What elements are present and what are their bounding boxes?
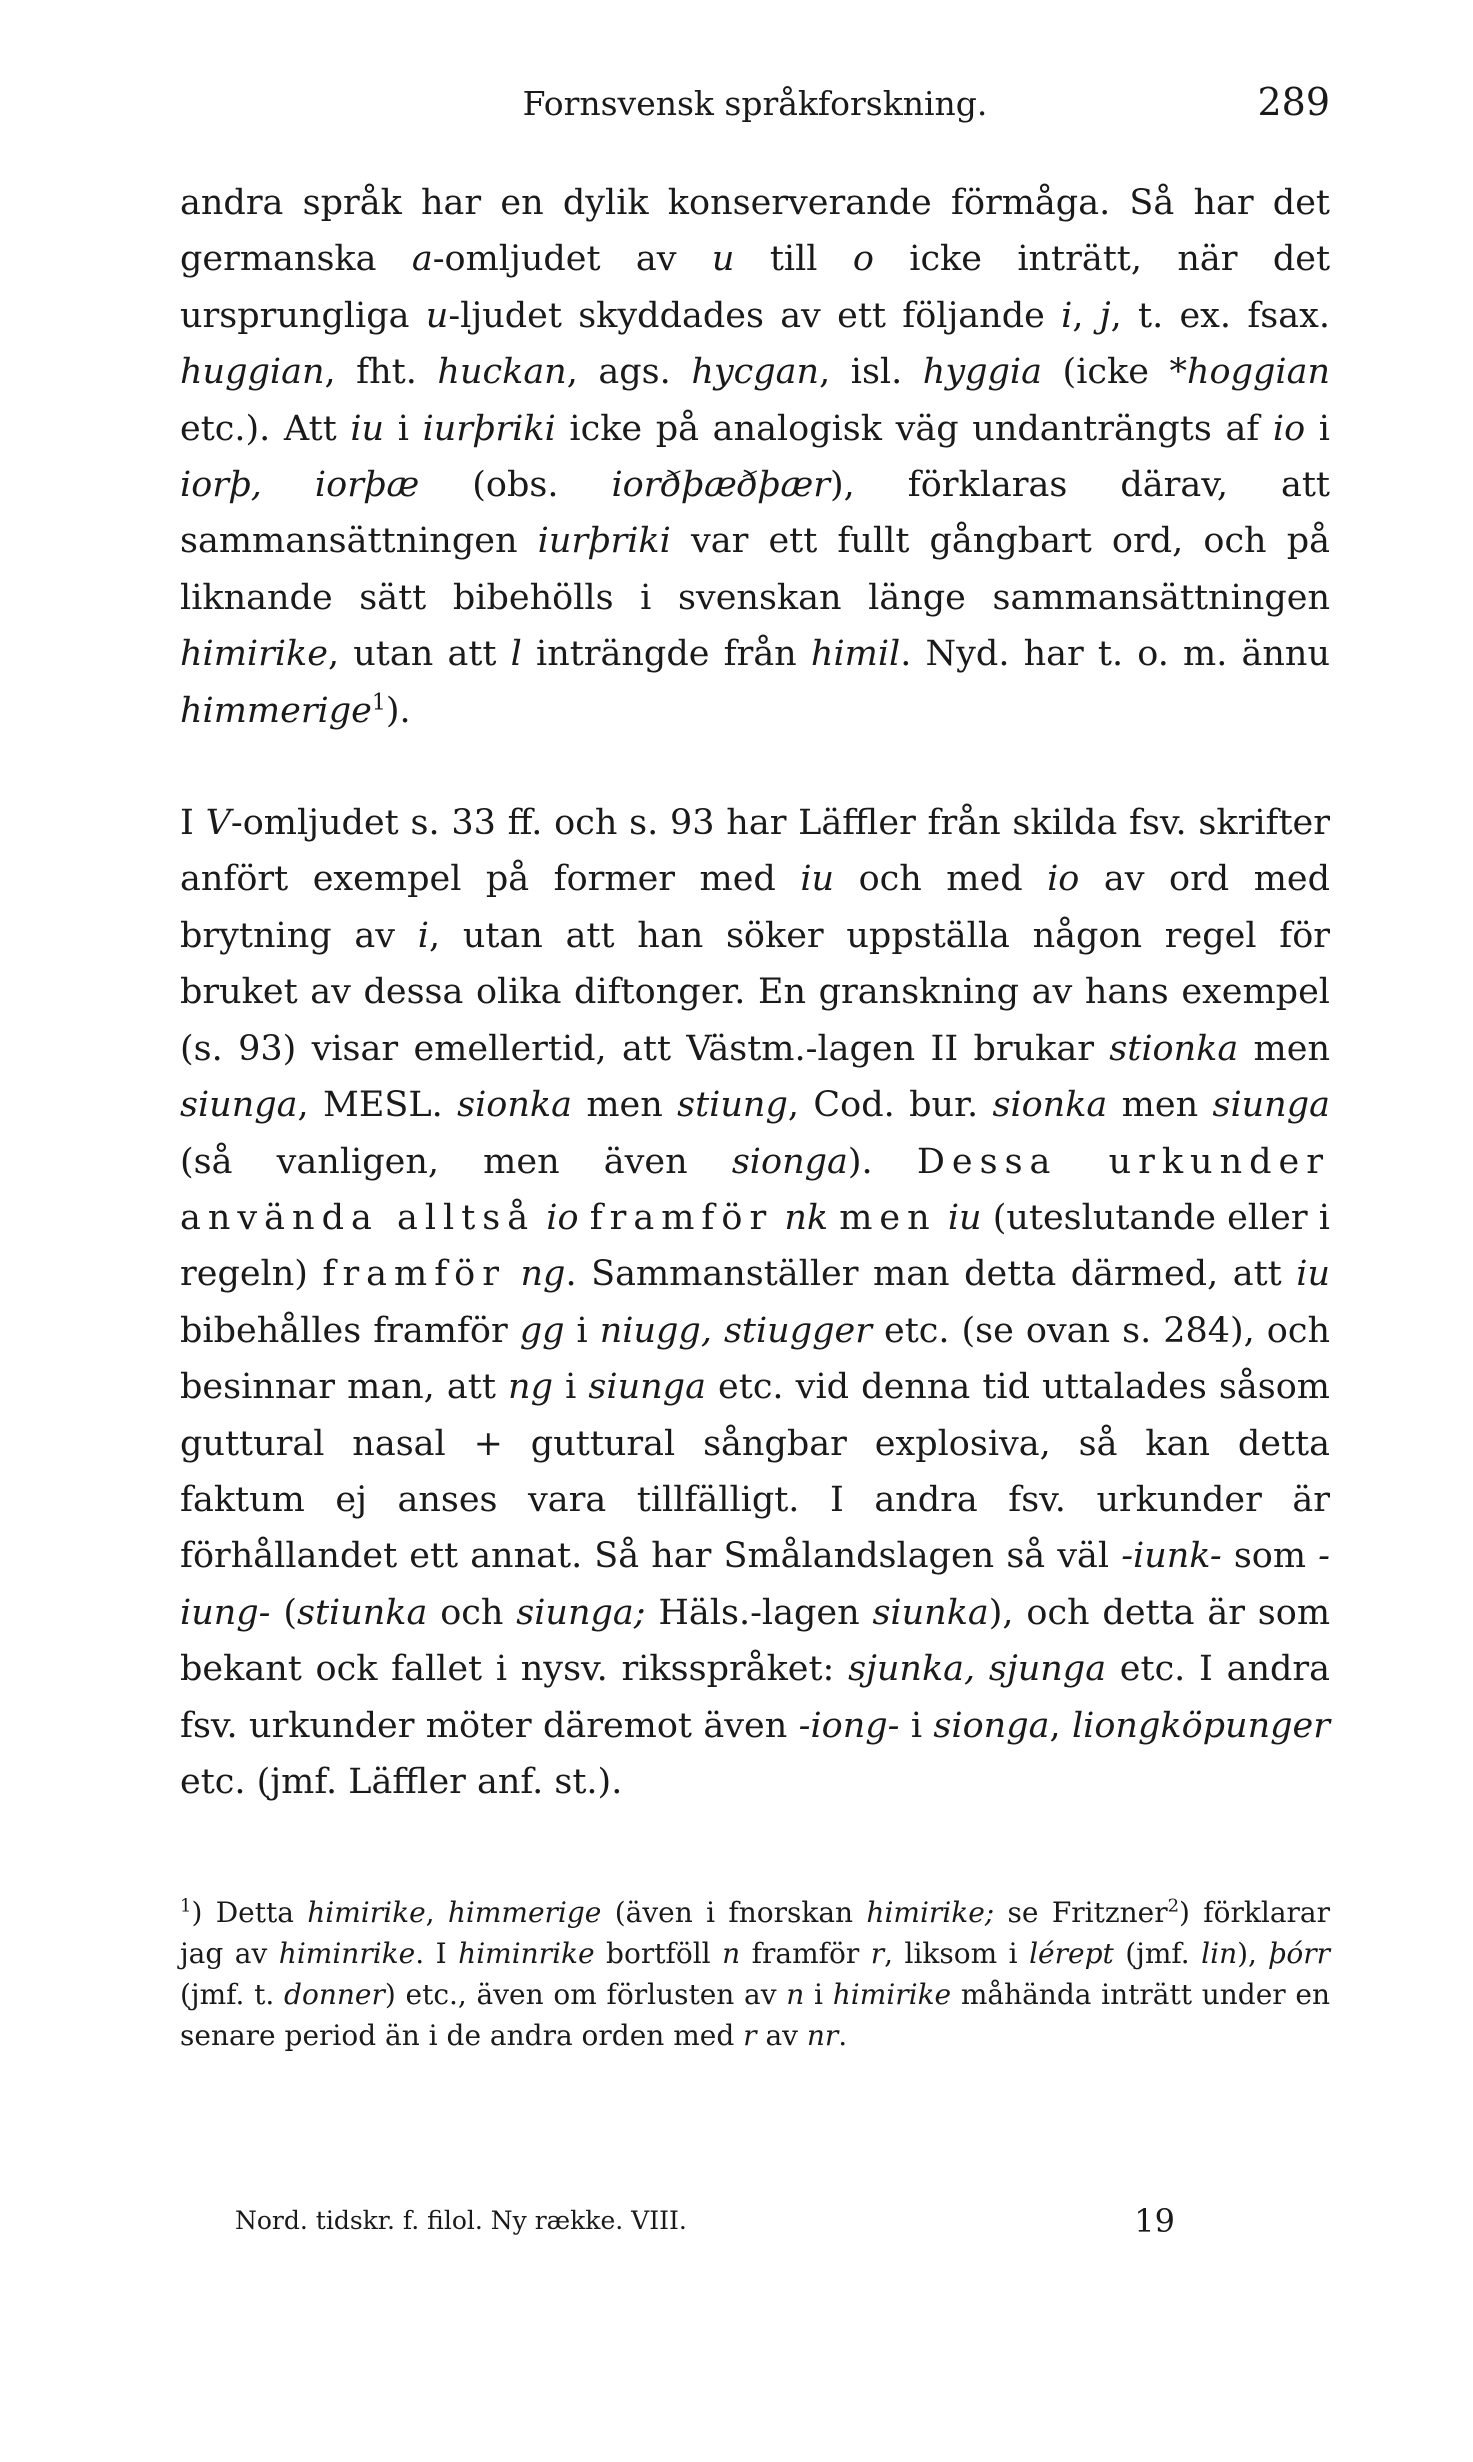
footnote: $^1$) Detta himirike, himmerige (även i fnorskan himirike; se Fritzner$^2$) förklarar jag av himinrike. I himinrike bortföll n framför r, liksom i lérept (jmf. lin), þórr (jmf. t. donner) etc., även om förlusten av n i himirike måhända inträtt under en senare period än i de andra orden med r av nr. [180,1895,1331,2052]
footnote-marker: 1 [180,1895,192,1917]
body-text [180,175,1330,1810]
signature-line [235,2198,1175,2248]
footnote-ref: 1 [371,690,386,715]
paragraph-1: andra språk har en dylik konserverande förmåga. Så har det germanska a-omljudet av u till o icke inträtt, när det ursprungliga u-ljudet skyddades av ett följande i, j, t. ex. fsax. huggian, fht. huckan, ags. hycgan, isl. hyggia (icke *hoggian etc.). Att iu i iurþriki icke på analogisk väg undanträngts af io i iorþ, iorþæ (obs. iorðþæðþær), förklaras därav, att sammansättningen iurþriki var ett fullt gångbart ord, och på liknande sätt bibehölls i svenskan länge sammansättningen himirike, utan att l inträngde från himil. Nyd. har t. o. m. ännu himmerige$^1$). [180,183,1331,731]
running-header [180,78,1330,128]
paragraph-2: I V-omljudet s. 33 ff. och s. 93 har Läffler från skilda fsv. skrifter anfört exempel på former med iu och med io av ord med brytning av i, utan att han söker uppställa någon regel för bruket av dessa olika diftonger. En granskning av hans exempel (s. 93) visar emellertid, att Västm.-lagen II brukar stionka men siunga, MESL. sionka men stiung, Cod. bur. sionka men siunga (så vanligen, men även sionga). Dessa urkunder använda alltså io framför nk men iu (uteslutande eller i regeln) framför ng. Sammanställer man detta därmed, att iu bibehålles framför gg i niugg, stiugger etc. (se ovan s. 284), och besinnar man, att ng i siunga etc. vid denna tid uttalades såsom guttural nasal + guttural sångbar explosiva, så kan detta faktum ej anses vara tillfälligt. I andra fsv. urkunder är förhållandet ett annat. Så har Smålandslagen så väl -iunk- som -iung- (stiunka och siunga; Häls.-lagen siunka), och detta är som bekant ock fallet i nysv. riksspråket: sjunka, sjunga etc. I andra fsv. urkunder möter däremot även -iong- i sionga, liongköpunger etc. (jmf. Läffler anf. st.). [180,803,1331,1802]
signature-text: Nord. tidskr. f. filol. Ny række. VIII. [235,2206,687,2235]
page-number: 289 [1257,80,1330,124]
running-title: Fornsvensk språkforskning. [522,84,988,123]
footnote-subref: 2 [1167,1895,1180,1917]
sheet-number: 19 [1134,2202,1175,2240]
